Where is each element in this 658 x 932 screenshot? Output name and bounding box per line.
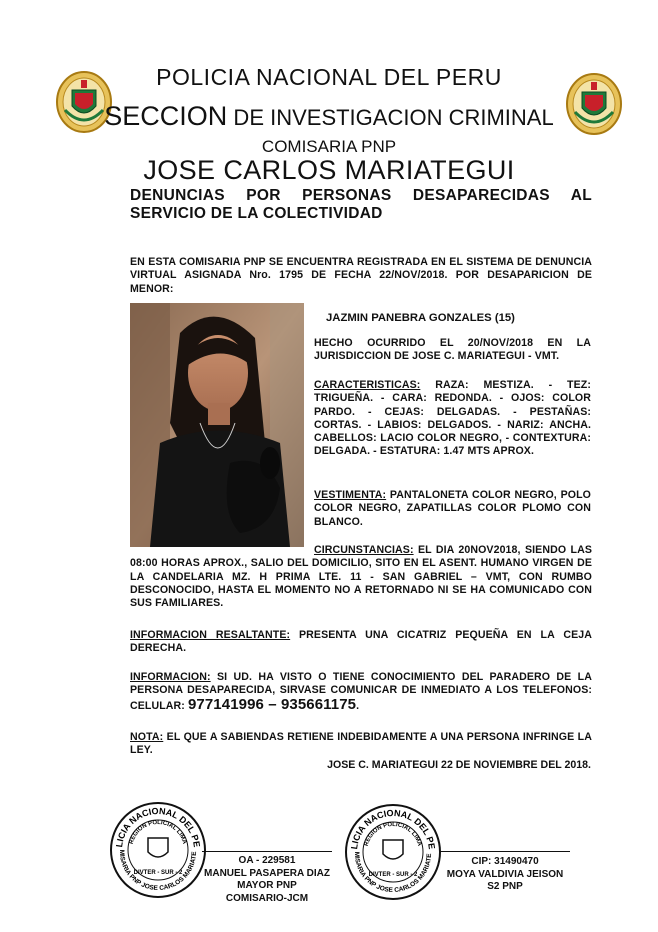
nota-text: EL QUE A SABIENDAS RETIENE INDEBIDAMENTE A UNA PERSONA INFRINGE LA LEY. [130, 731, 592, 757]
seal-left-top-text: LICIA NACIONAL DEL PE [114, 805, 202, 848]
seal-left-bottom-text: MISARIA PNP JOSE CARLOS MARIATE [117, 849, 199, 893]
seal-right-top-text: LICIA NACIONAL DEL PE [349, 807, 437, 850]
header-line2-rest: DE INVESTIGACION CRIMINAL [227, 105, 554, 130]
vestimenta-label: VESTIMENTA: [314, 489, 387, 501]
signature1-line1: OA - 229581 [238, 855, 296, 866]
informacion-paragraph [130, 671, 592, 713]
resaltante-text: PRESENTA UNA CICATRIZ PEQUEÑA EN LA CEJA DERECHA. [130, 629, 592, 655]
informacion-text: SI UD. HA VISTO O TIENE CONOCIMIENTO DEL PARADERO DE LA PERSONA DESAPARECIDA, SIRVASE COMUNICAR DE INMEDIATO A LOS TELEFONOS: CELULAR: [130, 671, 592, 712]
signature1-block [202, 855, 332, 905]
date-line: JOSE C. MARIATEGUI 22 DE NOVIEMBRE DEL 2018. [327, 759, 591, 771]
police-seal-left [108, 800, 208, 900]
signature1-line2: MANUEL PASAPERA DIAZ [204, 867, 330, 879]
signature2-line1: CIP: 31490470 [471, 856, 539, 867]
header-line2-big: SECCION [104, 101, 228, 131]
header-line3: COMISARIA PNP [261, 137, 397, 156]
nota-label: NOTA: [130, 731, 164, 743]
signature1-line [202, 851, 332, 852]
signature2-line [440, 851, 570, 852]
resaltante-label: INFORMACION RESALTANTE: [130, 629, 291, 641]
signature1-line3: MAYOR PNP [237, 880, 297, 891]
circunstancias-label: CIRCUNSTANCIAS: [314, 544, 414, 556]
header-line2 [0, 101, 658, 132]
seal-right-bottom-text: MISARIA PNP JOSE CARLOS MARIATE [352, 851, 434, 895]
caracteristicas-text: RAZA: MESTIZA. - TEZ: TRIGUEÑA. - CARA: REDONDA. - OJOS: COLOR PARDO. - CEJAS: DELGADAS. - PESTAÑAS: CORTAS. - LABIOS: DELGADOS. - NARIZ: ANCHA. CABELLOS: LACIO COLOR NEGRO, - CONTEXTURA: DELGADA. - ESTATURA: 1.47 MTS APROX. [314, 379, 591, 458]
phone-numbers: 977141996 – 935661175 [187, 695, 357, 713]
missing-person-photo [130, 303, 304, 547]
seal-left-badge: DIVTER - SUR - 2 [133, 870, 183, 876]
svg-text:REGION POLICIAL LIMA [364, 822, 423, 848]
signature2-line2: MOYA VALDIVIA JEISON [446, 868, 564, 880]
informacion-label: INFORMACION: [130, 671, 211, 683]
informacion-end: . [356, 699, 360, 712]
signature2-line3: S2 PNP [487, 881, 523, 892]
circunstancias-text: EL DIA 20NOV2018, SIENDO LAS 08:00 HORAS APROX., SALIO DEL DOMICILIO, SITO EN EL ASENT. HUMANO VIRGEN DE LA CANDELARIA MZ. H PRIMA LTE. 11 - SAN GABRIEL – VMT, CON RUMBO DESCONOCIDO, HASTA EL MOMENTO NO A RETORNADO NI SE HA COMUNICADO CON SUS FAMILIARES. [130, 544, 592, 610]
circunstancias-paragraph [130, 544, 592, 610]
intro-paragraph: EN ESTA COMISARIA PNP SE ENCUENTRA REGISTRADA EN EL SISTEMA DE DENUNCIA VIRTUAL ASIGNADA Nro. 1795 DE FECHA 22/NOV/2018. POR DESAPARICION DE MENOR: [130, 256, 592, 295]
caracteristicas-paragraph [314, 379, 591, 459]
nota-paragraph [130, 731, 592, 758]
header-line1: POLICIA NACIONAL DEL PERU [156, 64, 502, 90]
person-name: JAZMIN PANEBRA GONZALES (15) [326, 312, 515, 324]
signature1-line4: COMISARIO-JCM [225, 892, 309, 904]
hecho-paragraph: HECHO OCURRIDO EL 20/NOV/2018 EN LA JURISDICCION DE JOSE C. MARIATEGUI - VMT. [314, 337, 591, 363]
seal-right-inner-text: REGION POLICIAL LIMA [363, 821, 423, 847]
svg-text:REGION POLICIAL LIMA [129, 820, 188, 846]
seal-right-badge: DIVTER - SUR - 2 [368, 872, 418, 878]
caracteristicas-label: CARACTERISTICAS: [314, 379, 421, 391]
vestimenta-paragraph [314, 489, 591, 529]
resaltante-paragraph [130, 629, 592, 656]
police-seal-right [343, 802, 443, 902]
vestimenta-text: PANTALONETA COLOR NEGRO, POLO COLOR NEGRO, ZAPATILLAS COLOR PLOMO CON BLANCO. [314, 489, 591, 528]
header-line4: JOSE CARLOS MARIATEGUI [143, 155, 515, 185]
signature2-block [440, 856, 570, 894]
page-title: DENUNCIAS POR PERSONAS DESAPARECIDAS AL SERVICIO DE LA COLECTIVIDAD [130, 187, 592, 222]
seal-left-inner-text: REGION POLICIAL LIMA [128, 819, 188, 845]
